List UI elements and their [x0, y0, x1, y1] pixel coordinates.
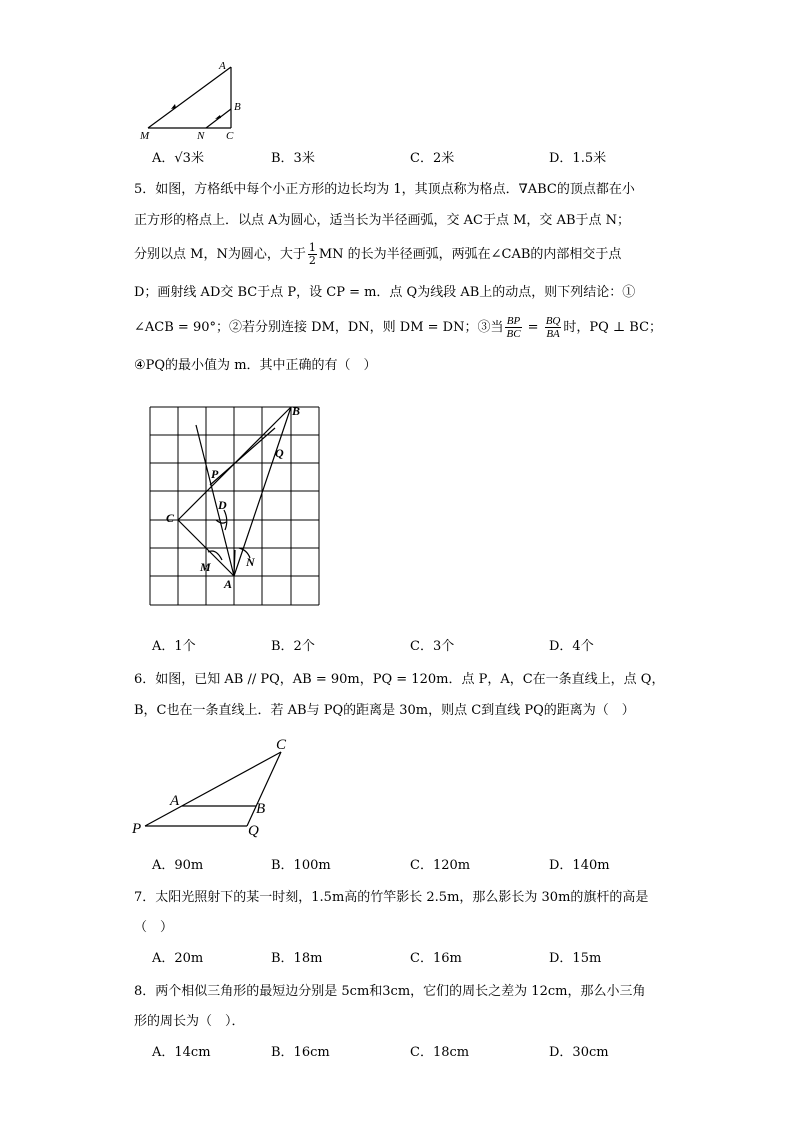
q4-line-NB [206, 109, 231, 128]
q5-option-d: D．4个 [549, 639, 594, 654]
q7-line-1: 7．太阳光照射下的某一时刻，1.5m高的竹竿影长 2.5m，那么影长为 30m的旗杆的高是 [134, 890, 649, 905]
q4-option-a: A．√3米 [152, 151, 204, 166]
q5-segment-PQ [210, 428, 275, 485]
q5-fraction-half-den: 2 [308, 254, 316, 267]
q5-frac2-num: BQ [545, 315, 561, 327]
q6-option-d: D．140m [549, 858, 610, 873]
q6-line-2: B，C也在一条直线上．若 AB与 PQ的距离是 30m，则点 C到直线 PQ的距离为（ ） [134, 703, 635, 718]
q5-line-3-pre: 分别以点 M，N为圆心，大于 [134, 247, 306, 262]
q5-fraction-bp-bc [505, 315, 521, 340]
q5-line-1: 5．如图，方格纸中每个小正方形的边长均为 1，其顶点称为格点．∇ABC的顶点都在小 [134, 182, 635, 197]
q4-arrow-2 [215, 115, 221, 119]
q4-label-C: C [226, 130, 234, 142]
q7-line-2: （ ） [134, 920, 174, 935]
q7-option-b: B．18m [271, 951, 323, 966]
q4-figure [130, 58, 260, 143]
q4-label-A: A [219, 60, 226, 72]
q8-option-c: C．18cm [410, 1045, 470, 1060]
q5-label-D: D [218, 498, 227, 512]
q8-option-d: D．30cm [549, 1045, 609, 1060]
q7-option-c: C．16m [410, 951, 462, 966]
q6-figure [125, 732, 295, 842]
q6-label-C: C [276, 737, 287, 753]
q6-label-P: P [132, 821, 142, 837]
q4-label-B: B [234, 101, 241, 113]
q5-label-C: C [166, 511, 175, 525]
q4-option-b: B．3米 [271, 151, 315, 166]
q5-label-B: B [292, 404, 301, 418]
q5-option-c: C．3个 [410, 639, 455, 654]
q5-line-5 [134, 315, 662, 340]
q6-label-Q: Q [248, 823, 259, 839]
q5-line-3-post: MN 的长为半径画弧，两弧在∠CAB的内部相交于点 [318, 247, 622, 262]
q5-frac1-den: BC [506, 328, 521, 340]
q5-fraction-half [308, 242, 317, 267]
q6-label-A: A [170, 793, 180, 809]
q5-line-3 [134, 242, 621, 267]
q6-option-c: C．120m [410, 858, 471, 873]
q5-label-Q: Q [275, 446, 284, 460]
q5-ray-AD [196, 425, 234, 576]
q5-fraction-bq-ba [545, 315, 562, 340]
q7-option-a: A．20m [152, 951, 204, 966]
q6-option-a: A．90m [152, 858, 204, 873]
q4-option-d: D．1.5米 [549, 151, 607, 166]
q8-option-a: A．14cm [152, 1045, 211, 1060]
q5-frac1-num: BP [506, 315, 521, 327]
q5-line-5-b: 时，PQ ⊥ BC； [563, 320, 663, 335]
q6-label-B: B [256, 801, 266, 817]
q5-line-5-eq: = [523, 320, 543, 335]
q8-option-b: B．16cm [271, 1045, 330, 1060]
q5-label-M: M [200, 560, 211, 574]
q5-option-a: A．1个 [152, 639, 196, 654]
q5-line-4: D；画射线 AD交 BC于点 P，设 CP = m．点 Q为线段 AB上的动点，则下列结论：① [134, 285, 636, 300]
q5-line-2: 正方形的格点上．以点 A为圆心，适当长为半径画弧，交 AC于点 M，交 AB于点 N； [134, 213, 631, 228]
q5-label-P: P [211, 467, 219, 481]
q4-option-c: C．2米 [410, 151, 455, 166]
q5-label-N: N [246, 555, 255, 569]
q5-frac2-den: BA [546, 328, 560, 340]
q5-label-A: A [224, 577, 233, 591]
q5-line-6: ④PQ的最小值为 m．其中正确的有（ ） [134, 358, 377, 373]
q8-line-1: 8．两个相似三角形的最短边分别是 5cm和3cm，它们的周长之差为 12cm，那么小三角 [134, 984, 646, 999]
q6-option-b: B．100m [271, 858, 331, 873]
q5-option-b: B．2个 [271, 639, 315, 654]
q5-line-5-a: ∠ACB = 90°；②若分别连接 DM，DN，则 DM = DN；③当 [134, 320, 504, 335]
q5-grid-figure [140, 398, 330, 610]
q5-fraction-half-num: 1 [308, 241, 316, 254]
q8-line-2: 形的周长为（ ）． [134, 1014, 245, 1029]
q4-label-M: M [140, 130, 150, 142]
q6-line-1: 6．如图，已知 AB // PQ，AB = 90m，PQ = 120m．点 P，A，C在一条直线上，点 Q， [134, 672, 665, 687]
q4-label-N: N [197, 130, 205, 142]
q7-option-d: D．15m [549, 951, 602, 966]
